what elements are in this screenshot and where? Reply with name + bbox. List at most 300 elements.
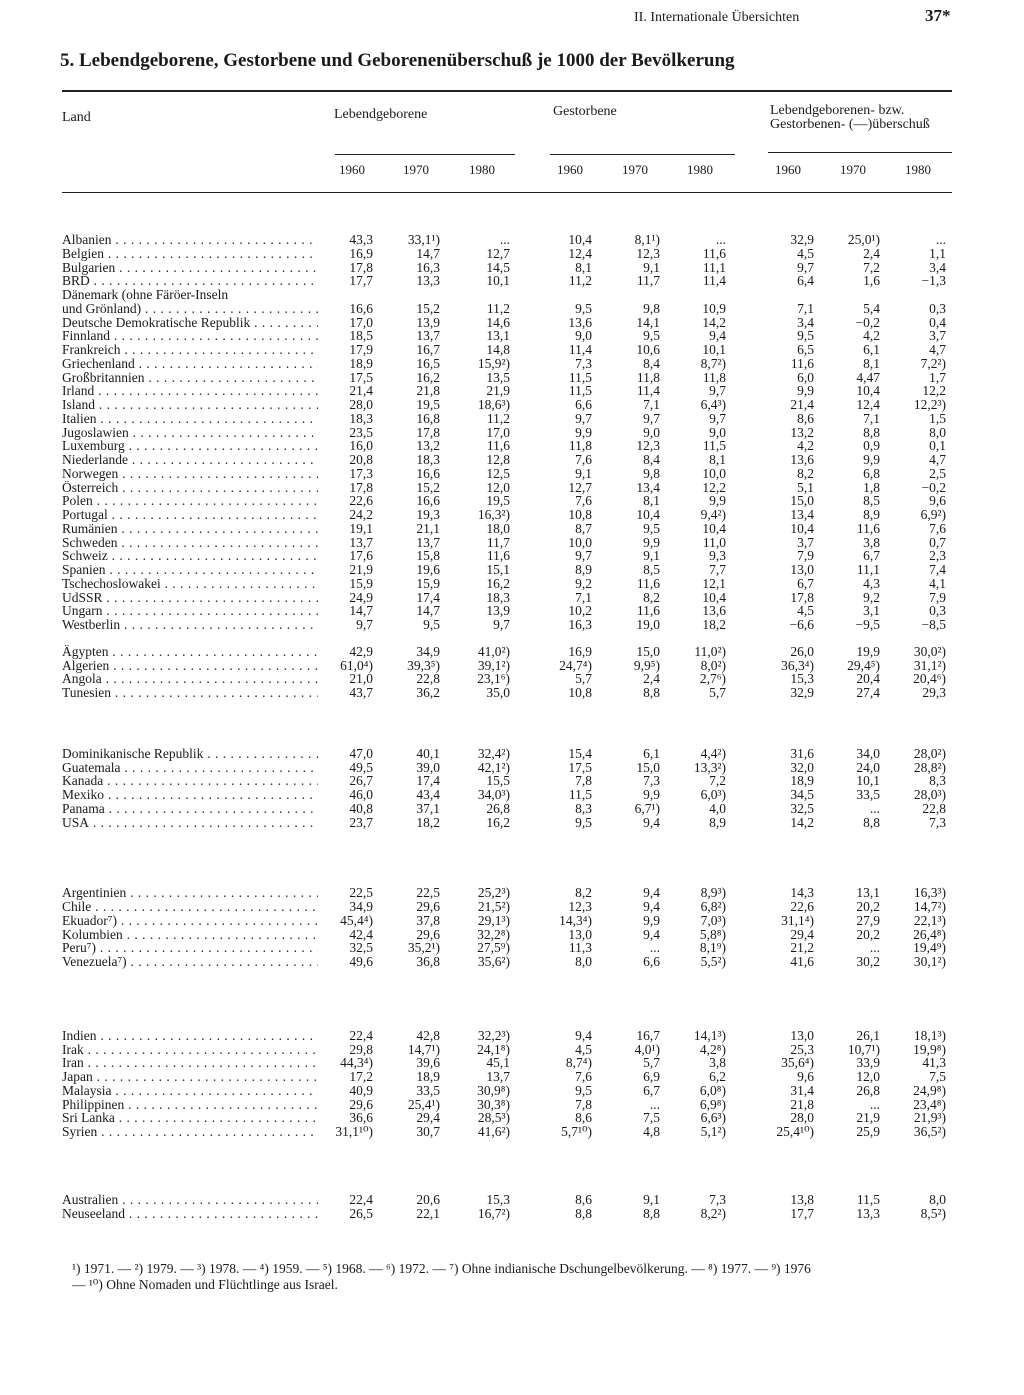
value-cell: 23,4⁸) xyxy=(913,1096,946,1112)
value-cell: 5,7 xyxy=(643,1055,660,1071)
value-cell: 26,5 xyxy=(349,1205,373,1221)
value-cell: 6,5 xyxy=(797,342,814,357)
year-header: 1980 xyxy=(687,162,713,177)
value-cell: 32,2³) xyxy=(477,1027,510,1043)
table-row xyxy=(0,453,1024,467)
table-row xyxy=(0,357,1024,371)
value-cell: 10,1 xyxy=(702,342,726,357)
value-cell: 11,6 xyxy=(702,245,726,261)
value-cell: 12,1 xyxy=(702,575,726,591)
value-cell: 26,7 xyxy=(349,773,373,789)
value-cell: 9,9 xyxy=(643,787,660,802)
country-name: Belgien . . . xyxy=(62,247,318,261)
value-cell: 16,9 xyxy=(568,643,592,659)
value-cell: 18,9 xyxy=(790,773,814,789)
value-cell: 11,1 xyxy=(702,259,726,275)
value-cell: 11,6 xyxy=(486,438,510,454)
value-cell: 2,3 xyxy=(929,548,946,564)
value-cell: 8,4 xyxy=(643,355,660,371)
value-cell: 7,7 xyxy=(709,562,726,577)
value-cell: 8,5 xyxy=(643,562,660,577)
value-cell: 12,0 xyxy=(486,479,510,495)
value-cell: 9,0 xyxy=(643,424,660,440)
value-cell: 10,1 xyxy=(856,773,880,789)
value-cell: 6,8 xyxy=(863,465,880,481)
value-cell: −8,5 xyxy=(921,617,946,632)
value-cell: 17,7 xyxy=(790,1205,814,1221)
value-cell: 16,7²) xyxy=(477,1205,510,1221)
value-cell: 19,4⁹) xyxy=(913,940,946,956)
value-cell: 32,2⁸) xyxy=(477,926,510,942)
value-cell: 29,4⁵) xyxy=(847,657,880,673)
year-header: 1960 xyxy=(557,162,583,177)
value-cell: 9,1 xyxy=(643,1191,660,1207)
table-row xyxy=(0,900,1024,914)
country-name: Bulgarien . . . xyxy=(62,261,318,275)
value-cell: 11,6 xyxy=(856,520,880,536)
value-cell: 5,7¹⁰) xyxy=(561,1124,592,1139)
table-row xyxy=(0,1084,1024,1098)
value-cell: 36,6 xyxy=(349,1110,373,1126)
value-cell: 29,4 xyxy=(416,1110,440,1126)
value-cell: −0,2 xyxy=(855,314,880,330)
value-cell: 16,5 xyxy=(416,355,440,371)
value-cell: 22,6 xyxy=(349,493,373,509)
value-cell: 11,5 xyxy=(702,438,726,454)
value-cell: 9,5 xyxy=(643,520,660,536)
value-cell: 25,2³) xyxy=(477,885,510,901)
value-cell: 2,4 xyxy=(863,245,880,261)
value-cell: 41,0²) xyxy=(477,643,510,659)
value-cell: 17,3 xyxy=(349,465,373,481)
value-cell: 13,6 xyxy=(568,314,592,330)
value-cell: 7,3 xyxy=(643,773,660,789)
value-cell: 30,0²) xyxy=(913,643,946,659)
value-cell: 17,5 xyxy=(349,369,373,385)
country-name: Norwegen . . . xyxy=(62,467,318,481)
value-cell: 16,6 xyxy=(416,493,440,509)
year-header: 1970 xyxy=(403,162,429,177)
value-cell: 26,1 xyxy=(856,1027,880,1043)
value-cell: 6,6 xyxy=(643,954,660,969)
country-name: Kolumbien . . . xyxy=(62,928,318,942)
value-cell: 4,1 xyxy=(929,575,946,591)
value-cell: 10,4 xyxy=(568,232,592,247)
value-cell: 4,5 xyxy=(575,1041,592,1057)
value-cell: 18,9 xyxy=(416,1069,440,1084)
value-cell: 40,8 xyxy=(349,800,373,816)
value-cell: 8,2 xyxy=(797,465,814,481)
value-cell: 40,1 xyxy=(416,745,440,761)
value-cell: 5,8⁸) xyxy=(699,926,726,942)
value-cell: 14,7 xyxy=(416,245,440,261)
value-cell: ... xyxy=(869,940,880,956)
value-cell: 14,7²) xyxy=(913,899,946,914)
value-cell: 9,9 xyxy=(797,383,814,399)
value-cell: 12,7 xyxy=(486,245,510,261)
value-cell: 7,2 xyxy=(709,773,726,789)
value-cell: 9,9 xyxy=(575,424,592,440)
value-cell: 9,4 xyxy=(709,328,726,344)
value-cell: 9,4 xyxy=(575,1027,592,1043)
value-cell: 16,3 xyxy=(568,617,592,632)
value-cell: 32,5 xyxy=(790,800,814,816)
year-header: 1980 xyxy=(469,162,495,177)
value-cell: 13,2 xyxy=(790,424,814,440)
country-name: Finnland . . . xyxy=(62,329,318,343)
value-cell: 9,5 xyxy=(423,617,440,632)
column-group-lebendgeborene: Lebendgeborene xyxy=(334,107,428,122)
value-cell: 12,4 xyxy=(568,245,592,261)
value-cell: 9,6 xyxy=(797,1069,814,1084)
table-row xyxy=(0,247,1024,261)
value-cell: 19,6 xyxy=(416,562,440,577)
value-cell: 11,4 xyxy=(636,383,660,399)
value-cell: 7,5 xyxy=(643,1110,660,1126)
value-cell: 42,4 xyxy=(349,926,373,942)
value-cell: 13,6 xyxy=(702,603,726,619)
country-name: Italien . . . xyxy=(62,412,318,426)
value-cell: 41,3 xyxy=(922,1055,946,1071)
value-cell: 28,0 xyxy=(790,1110,814,1126)
table-row xyxy=(0,508,1024,522)
country-name: Peru⁷) . . . xyxy=(62,941,318,955)
value-cell: 13,5 xyxy=(486,369,510,385)
value-cell: 14,1 xyxy=(636,314,660,330)
value-cell: 21,1 xyxy=(416,520,440,536)
value-cell: 0,9 xyxy=(863,438,880,454)
value-cell: 14,3⁴) xyxy=(559,912,592,928)
value-cell: 21,9 xyxy=(856,1110,880,1126)
value-cell: 8,6 xyxy=(797,410,814,426)
value-cell: 16,7 xyxy=(416,342,440,357)
country-name: Schweden . . . xyxy=(62,536,318,550)
value-cell: 24,9⁸) xyxy=(913,1082,946,1098)
value-cell: 10,0 xyxy=(702,465,726,481)
value-cell: 18,1³) xyxy=(913,1027,946,1043)
value-cell: 22,1³) xyxy=(913,912,946,928)
value-cell: 7,6 xyxy=(575,1069,592,1084)
value-cell: 8,0 xyxy=(929,1191,946,1207)
value-cell: 23,5 xyxy=(349,424,373,440)
value-cell: 34,9 xyxy=(416,643,440,659)
value-cell: 8,8 xyxy=(863,814,880,830)
value-cell: 10,2 xyxy=(568,603,592,619)
value-cell: 7,0³) xyxy=(700,912,726,928)
value-cell: 8,7²) xyxy=(700,355,726,371)
country-name: Philippinen . . . xyxy=(62,1098,318,1112)
value-cell: 18,5 xyxy=(349,328,373,344)
value-cell: 10,4 xyxy=(856,383,880,399)
country-name: Guatemala . . . xyxy=(62,761,318,775)
value-cell: 32,0 xyxy=(790,759,814,775)
value-cell: 0,1 xyxy=(929,438,946,454)
value-cell: 7,6 xyxy=(575,452,592,467)
value-cell: 8,9 xyxy=(863,507,880,522)
value-cell: 17,0 xyxy=(486,424,510,440)
value-cell: 5,1 xyxy=(797,479,814,495)
column-group-gestorbene: Gestorbene xyxy=(553,104,617,119)
value-cell: 17,7 xyxy=(349,273,373,289)
value-cell: 11,2 xyxy=(486,300,510,316)
value-cell: 8,9 xyxy=(709,814,726,830)
country-name: Jugoslawien . . . xyxy=(62,426,318,440)
value-cell: 6,9⁸) xyxy=(699,1096,726,1112)
country-name: Mexiko . . . xyxy=(62,788,318,802)
value-cell: 8,7⁴) xyxy=(565,1055,592,1071)
value-cell: 9,6 xyxy=(929,493,946,509)
value-cell: 20,8 xyxy=(349,452,373,467)
value-cell: 8,0²) xyxy=(700,657,726,673)
value-cell: 6,8²) xyxy=(700,899,726,914)
value-cell: −0,2 xyxy=(921,479,946,495)
value-cell: 36,3⁴) xyxy=(781,657,814,673)
value-cell: 46,0 xyxy=(349,787,373,802)
value-cell: 12,0 xyxy=(856,1069,880,1084)
country-name: Venezuela⁷) . . . xyxy=(62,955,318,969)
value-cell: 10,7¹) xyxy=(847,1041,880,1057)
country-name: USA . . . xyxy=(62,816,318,830)
value-cell: 32,9 xyxy=(790,232,814,247)
country-name: Australien . . . xyxy=(62,1193,318,1207)
value-cell: 9,9 xyxy=(643,912,660,928)
value-cell: 32,9 xyxy=(790,685,814,700)
value-cell: 18,2 xyxy=(416,814,440,830)
value-cell: 8,8 xyxy=(863,424,880,440)
value-cell: 44,3⁴) xyxy=(340,1055,373,1071)
value-cell: 7,3 xyxy=(575,355,592,371)
value-cell: 26,4⁸) xyxy=(913,926,946,942)
value-cell: 15,5 xyxy=(486,773,510,789)
value-cell: 45,1 xyxy=(486,1055,510,1071)
country-name: Kanada . . . xyxy=(62,774,318,788)
value-cell: 29,4 xyxy=(790,926,814,942)
table-row xyxy=(0,233,1024,247)
value-cell: 11,1 xyxy=(856,562,880,577)
value-cell: 20,4⁶) xyxy=(913,671,946,687)
value-cell: 8,8 xyxy=(643,1205,660,1221)
value-cell: 6,6³) xyxy=(700,1110,726,1126)
value-cell: 16,9 xyxy=(349,245,373,261)
table-row xyxy=(0,1193,1024,1207)
value-cell: 22,1 xyxy=(416,1205,440,1221)
table-row xyxy=(0,645,1024,659)
value-cell: 7,6 xyxy=(929,520,946,536)
value-cell: 4,3 xyxy=(863,575,880,591)
value-cell: 7,8 xyxy=(575,1096,592,1112)
value-cell: 14,2 xyxy=(790,814,814,830)
value-cell: 13,1 xyxy=(856,885,880,901)
table-row xyxy=(0,577,1024,591)
year-header: 1970 xyxy=(622,162,648,177)
value-cell: 4,5 xyxy=(797,603,814,619)
value-cell: 9,4 xyxy=(643,814,660,830)
value-cell: 12,5 xyxy=(486,465,510,481)
value-cell: 9,5 xyxy=(797,328,814,344)
value-cell: 7,1 xyxy=(863,410,880,426)
value-cell: 24,7⁴) xyxy=(559,657,592,673)
country-name: Indien . . . xyxy=(62,1029,318,1043)
value-cell: 10,6 xyxy=(636,342,660,357)
value-cell: 24,2 xyxy=(349,507,373,522)
country-name: Österreich . . . xyxy=(62,481,318,495)
value-cell: 31,1²) xyxy=(913,657,946,673)
value-cell: 12,3 xyxy=(568,899,592,914)
table-row xyxy=(0,955,1024,969)
value-cell: 4,0 xyxy=(709,800,726,816)
value-cell: 43,3 xyxy=(349,232,373,247)
value-cell: 15,2 xyxy=(416,479,440,495)
value-cell: 5,7 xyxy=(575,671,592,687)
value-cell: 9,4 xyxy=(643,926,660,942)
value-cell: 10,1 xyxy=(486,273,510,289)
value-cell: 22,4 xyxy=(349,1191,373,1207)
country-name: BRD . . . xyxy=(62,274,318,288)
value-cell: 13,6 xyxy=(790,452,814,467)
value-cell: 28,0³) xyxy=(913,787,946,802)
value-cell: 17,8 xyxy=(349,259,373,275)
table-row xyxy=(0,398,1024,412)
value-cell: 7,1 xyxy=(797,300,814,316)
value-cell: 26,8 xyxy=(486,800,510,816)
value-cell: 7,5 xyxy=(929,1069,946,1084)
table-row xyxy=(0,816,1024,830)
value-cell: 18,9 xyxy=(349,355,373,371)
table-row xyxy=(0,1070,1024,1084)
value-cell: 43,4 xyxy=(416,787,440,802)
value-cell: 13,3²) xyxy=(693,759,726,775)
value-cell: 34,5 xyxy=(790,787,814,802)
value-cell: 9,8 xyxy=(643,465,660,481)
value-cell: 4,0¹) xyxy=(634,1041,660,1057)
value-cell: 7,3 xyxy=(929,814,946,830)
value-cell: 28,0²) xyxy=(913,745,946,761)
value-cell: 35,0 xyxy=(486,685,510,700)
value-cell: 9,3 xyxy=(709,548,726,564)
value-cell: 2,5 xyxy=(929,465,946,481)
value-cell: 30,3⁸) xyxy=(477,1096,510,1112)
value-cell: 16,3²) xyxy=(477,507,510,522)
value-cell: 32,5 xyxy=(349,940,373,956)
value-cell: 9,4 xyxy=(643,899,660,914)
value-cell: 8,9 xyxy=(575,562,592,577)
value-cell: 34,9 xyxy=(349,899,373,914)
value-cell: 8,1 xyxy=(709,452,726,467)
value-cell: 24,0 xyxy=(856,759,880,775)
value-cell: 9,5 xyxy=(575,814,592,830)
running-header: II. Internationale Übersichten xyxy=(634,10,800,25)
value-cell: 10,4 xyxy=(636,507,660,522)
country-name: Tunesien . . . xyxy=(62,686,318,700)
value-cell: −6,6 xyxy=(789,617,814,632)
value-cell: 21,8 xyxy=(416,383,440,399)
value-cell: 9,5 xyxy=(575,300,592,316)
country-name: Ekuador⁷) . . . xyxy=(62,914,318,928)
value-cell: 17,0 xyxy=(349,314,373,330)
value-cell: 13,9 xyxy=(416,314,440,330)
value-cell: 39,1²) xyxy=(477,657,510,673)
value-cell: 13,0 xyxy=(790,1027,814,1043)
country-name: Island . . . xyxy=(62,398,318,412)
country-name: Angola . . . xyxy=(62,672,318,686)
value-cell: 11,7 xyxy=(636,273,660,289)
country-name: Tschechoslowakei . . . xyxy=(62,577,318,591)
value-cell: 12,2³) xyxy=(913,397,946,412)
value-cell: 31,1⁴) xyxy=(781,912,814,928)
value-cell: 19,3 xyxy=(416,507,440,522)
value-cell: 13,1 xyxy=(486,328,510,344)
value-cell: 14,8 xyxy=(486,342,510,357)
value-cell: 6,1 xyxy=(643,745,660,761)
value-cell: 9,9 xyxy=(863,452,880,467)
value-cell: 12,4 xyxy=(856,397,880,412)
value-cell: 10,8 xyxy=(568,685,592,700)
value-cell: 10,4 xyxy=(790,520,814,536)
value-cell: 9,1 xyxy=(575,465,592,481)
value-cell: 8,2²) xyxy=(700,1205,726,1221)
value-cell: 11,5 xyxy=(568,383,592,399)
value-cell: 8,3 xyxy=(575,800,592,816)
value-cell: 61,0⁴) xyxy=(340,657,373,673)
value-cell: 26,8 xyxy=(856,1082,880,1098)
value-cell: 19,0 xyxy=(636,617,660,632)
footnote-line: — ¹⁰) Ohne Nomaden und Flüchtlinge aus Israel. xyxy=(72,1277,338,1292)
value-cell: 8,7 xyxy=(575,520,592,536)
country-name: Panama . . . xyxy=(62,802,318,816)
value-cell: ... xyxy=(649,1096,660,1112)
value-cell: 49,5 xyxy=(349,759,373,775)
value-cell: 10,0 xyxy=(568,534,592,550)
value-cell: 22,5 xyxy=(349,885,373,901)
value-cell: 4,7 xyxy=(929,452,946,467)
value-cell: 6,7 xyxy=(643,1082,660,1098)
table-row xyxy=(0,343,1024,357)
value-cell: 29,1³) xyxy=(477,912,510,928)
value-cell: 11,8 xyxy=(636,369,660,385)
value-cell: 6,4³) xyxy=(700,397,726,412)
value-cell: 6,0 xyxy=(797,369,814,385)
value-cell: 6,7 xyxy=(797,575,814,591)
value-cell: 18,3 xyxy=(416,452,440,467)
value-cell: 5,5²) xyxy=(700,954,726,969)
value-cell: 12,3 xyxy=(636,245,660,261)
value-cell: 22,5 xyxy=(416,885,440,901)
value-cell: 7,2 xyxy=(863,259,880,275)
value-cell: 8,4 xyxy=(643,452,660,467)
value-cell: 3,1 xyxy=(863,603,880,619)
value-cell: 9,7 xyxy=(575,548,592,564)
value-cell: 16,2 xyxy=(486,814,510,830)
value-cell: 14,6 xyxy=(486,314,510,330)
page-number: 37* xyxy=(925,6,951,25)
value-cell: 9,5 xyxy=(575,1082,592,1098)
value-cell: ... xyxy=(869,1096,880,1112)
value-cell: 8,3 xyxy=(929,773,946,789)
value-cell: 9,4 xyxy=(643,885,660,901)
table-row xyxy=(0,412,1024,426)
value-cell: 42,1²) xyxy=(477,759,510,775)
country-name: Albanien . . . xyxy=(62,233,318,247)
value-cell: 9,8 xyxy=(643,300,660,316)
value-cell: 17,2 xyxy=(349,1069,373,1084)
value-cell: 8,1 xyxy=(643,493,660,509)
value-cell: 21,9³) xyxy=(913,1110,946,1126)
value-cell: 20,4 xyxy=(856,671,880,687)
value-cell: 14,7¹) xyxy=(407,1041,440,1057)
value-cell: 21,9 xyxy=(486,383,510,399)
top-rule xyxy=(62,90,952,92)
value-cell: 8,1 xyxy=(575,259,592,275)
